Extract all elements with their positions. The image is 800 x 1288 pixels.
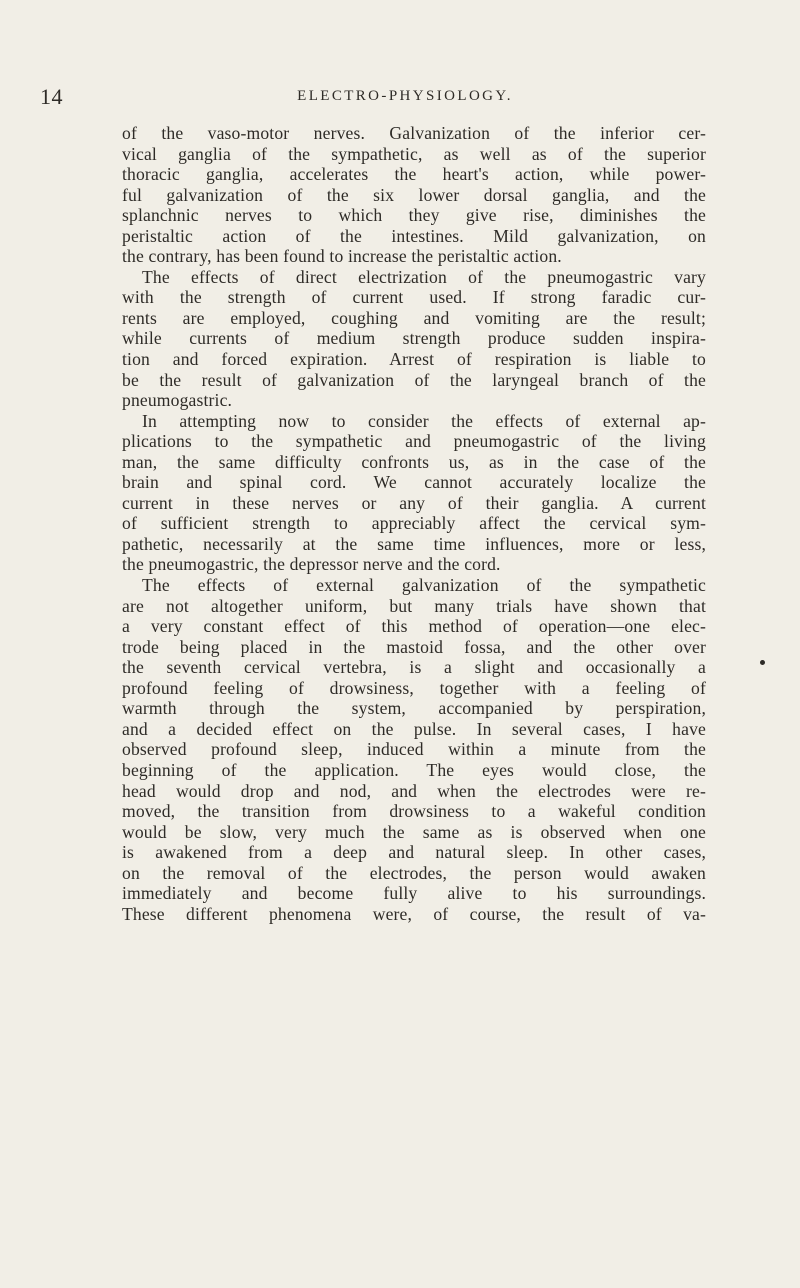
text-line: vical ganglia of the sympathetic, as well as of the superior [122,143,706,164]
running-title: ELECTRO-PHYSIOLOGY. [297,88,513,104]
text-line: while currents of medium strength produce sudden inspira- [122,328,706,349]
text-line: These different phenomena were, of course, the result of va- [122,903,706,924]
text-line: warmth through the system, accompanied by perspiration, [122,698,706,719]
text-line: of the vaso-motor nerves. Galvanization of the inferior cer- [122,123,706,143]
text-line: of sufficient strength to appreciably affect the cervical sym- [122,513,706,534]
text-line: head would drop and nod, and when the electrodes were re- [122,780,706,801]
text-line: on the removal of the electrodes, the person would awaken [122,862,706,883]
text-line: profound feeling of drowsiness, together with a feeling of [122,677,706,698]
text-line: trode being placed in the mastoid fossa, and the other over [122,636,706,657]
text-line: pathetic, necessarily at the same time influences, more or less, [122,533,706,554]
text-line: the pneumogastric, the depressor nerve and the cord. [122,554,501,575]
text-line: moved, the transition from drowsiness to a wakeful condition [122,801,706,822]
text-line: current in these nerves or any of their ganglia. A current [122,492,706,513]
text-line: The effects of external galvanization of the sympathetic [142,575,706,596]
text-line: the seventh cervical vertebra, is a slight and occasionally a [122,657,706,678]
text-line: the contrary, has been found to increase the peristaltic action. [122,246,562,267]
text-line: and a decided effect on the pulse. In several cases, I have [122,718,706,739]
text-line: be the result of galvanization of the laryngeal branch of the [122,369,706,390]
text-line: is awakened from a deep and natural sleep. In other cases, [122,842,706,863]
page-number: 14 [40,84,63,109]
page-header [40,84,770,110]
text-line: are not altogether uniform, but many trials have shown that [122,595,706,616]
text-line: ful galvanization of the six lower dorsal ganglia, and the [122,184,706,205]
text-line: beginning of the application. The eyes would close, the [122,759,706,780]
text-line: rents are employed, coughing and vomiting are the result; [122,307,706,328]
text-line: brain and spinal cord. We cannot accurately localize the [122,472,706,493]
text-line: splanchnic nerves to which they give rise, diminishes the [122,205,706,226]
text-line: plications to the sympathetic and pneumogastric of the living [122,431,706,452]
text-line: pneumogastric. [122,390,233,411]
body-text [122,123,706,924]
text-line: would be slow, very much the same as is observed when one [122,821,706,842]
text-line: observed profound sleep, induced within a minute from the [122,739,706,760]
text-line: man, the same difficulty confronts us, as in the case of the [122,451,706,472]
margin-ink-dot [760,660,765,665]
text-line: thoracic ganglia, accelerates the heart's action, while power- [122,164,706,185]
text-line: peristaltic action of the intestines. Mild galvanization, on [122,225,706,246]
text-line: immediately and become fully alive to his surroundings. [122,883,706,904]
text-line: tion and forced expiration. Arrest of respiration is liable to [122,349,706,370]
text-line: The effects of direct electrization of the pneumogastric vary [142,266,706,287]
text-line: In attempting now to consider the effects of external ap- [142,410,706,431]
text-line: with the strength of current used. If strong faradic cur- [122,287,706,308]
text-line: a very constant effect of this method of operation—one elec- [122,616,706,637]
